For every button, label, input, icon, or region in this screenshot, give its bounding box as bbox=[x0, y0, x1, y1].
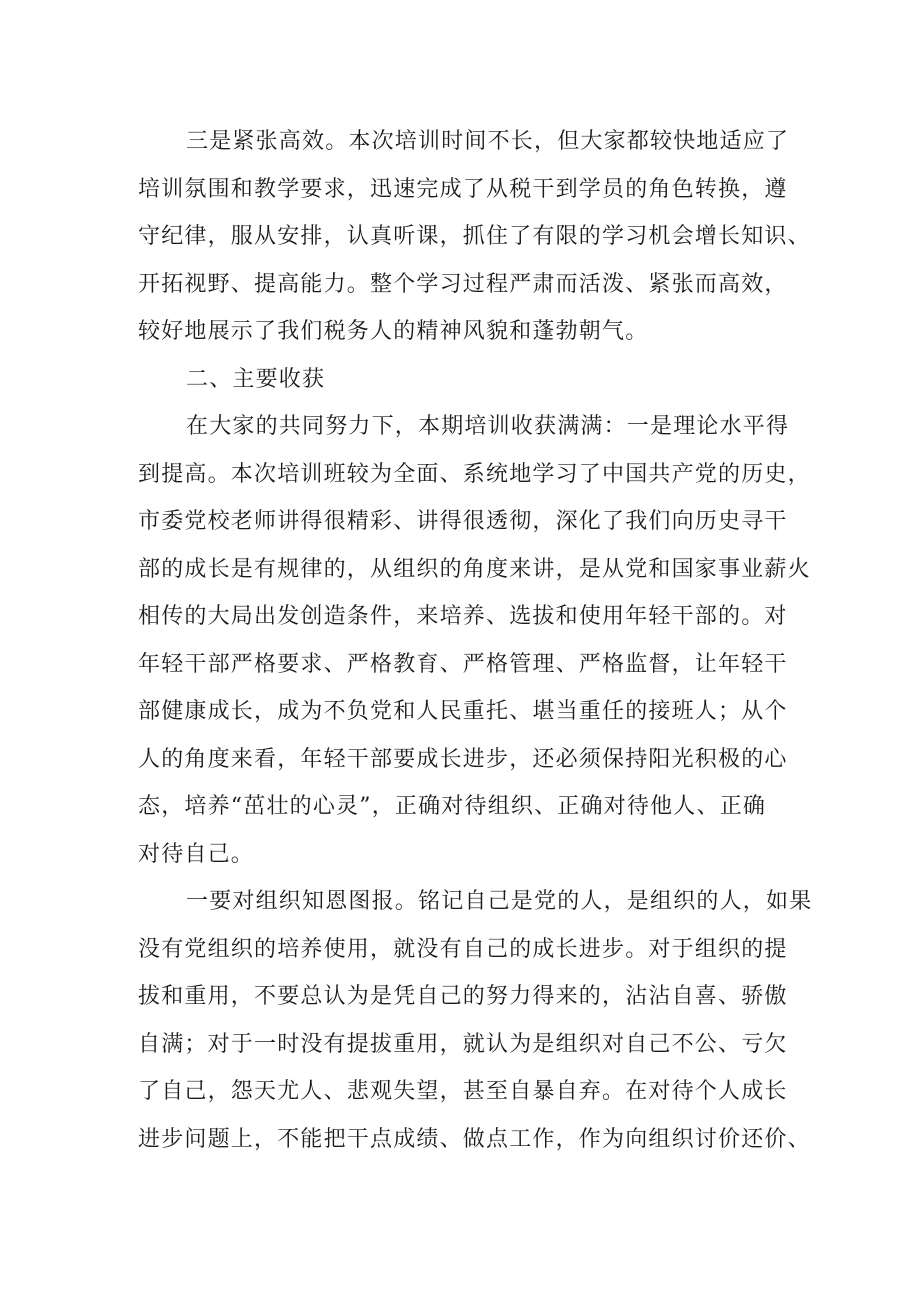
paragraph-efficiency bbox=[138, 118, 811, 356]
text-line: 部的成长是有规律的，从组织的角度来讲，是从党和国家事业薪火 bbox=[138, 556, 811, 582]
text-line: 了自己，怨天尤人、悲观失望，甚至自暴自弃。在对待个人成长 bbox=[138, 1079, 788, 1104]
text-line: 拔和重用，不要总认为是凭自己的努力得来的，沾沾自喜、骄傲 bbox=[138, 984, 788, 1009]
text-line: 守纪律，服从安排，认真听课，抓住了有限的学习机会增长知识、 bbox=[138, 224, 811, 249]
text-line: 到提高。本次培训班较为全面、系统地学习了中国共产党的历史， bbox=[138, 461, 811, 487]
paragraph-gratitude bbox=[138, 878, 813, 1163]
section-heading-main-gains bbox=[138, 356, 798, 404]
text-line: 相传的大局出发创造条件，来培养、选拔和使用年轻干部的。对 bbox=[138, 604, 788, 629]
document-body bbox=[138, 118, 813, 1163]
text-line: 进步问题上，不能把干点成绩、做点工作，作为向组织讨价还价、 bbox=[138, 1126, 811, 1152]
text-line: 年轻干部严格要求、严格教育、严格管理、严格监督，让年轻干 bbox=[138, 651, 788, 677]
text-line: 开拓视野、提高能力。整个学习过程严肃而活泼、紧张而高效， bbox=[138, 271, 788, 297]
paragraph-gains bbox=[138, 403, 811, 878]
text-line: 一要对组织知恩图报。铭记自己是党的人，是组织的人，如果 bbox=[186, 889, 813, 914]
text-line: 较好地展示了我们税务人的精神风貌和蓬勃朝气。 bbox=[138, 319, 649, 344]
text-line: 部健康成长，成为不负党和人民重托、堪当重任的接班人；从个 bbox=[138, 699, 788, 724]
text-line: 市委党校老师讲得很精彩、讲得很透彻，深化了我们向历史寻干 bbox=[138, 509, 788, 534]
text-line: 三是紧张高效。本次培训时间不长，但大家都较快地适应了 bbox=[186, 129, 790, 154]
text-line: 人的角度来看，年轻干部要成长进步，还必须保持阳光积极的心 bbox=[138, 746, 788, 772]
text-line: 没有党组织的培养使用，就没有自己的成长进步。对于组织的提 bbox=[138, 936, 788, 962]
text-line: 对待自己。 bbox=[138, 841, 255, 867]
text-line: 自满；对于一时没有提拔重用，就认为是组织对自己不公、亏欠 bbox=[138, 1031, 788, 1057]
text-line: 态，培养“茁壮的心灵”，正确对待组织、正确对待他人、正确 bbox=[138, 794, 767, 819]
text-line: 在大家的共同努力下，本期培训收获满满：一是理论水平得 bbox=[186, 414, 790, 439]
section-heading: 二、主要收获 bbox=[186, 366, 326, 392]
text-line: 培训氛围和教学要求，迅速完成了从税干到学员的角色转换，遵 bbox=[138, 176, 788, 202]
